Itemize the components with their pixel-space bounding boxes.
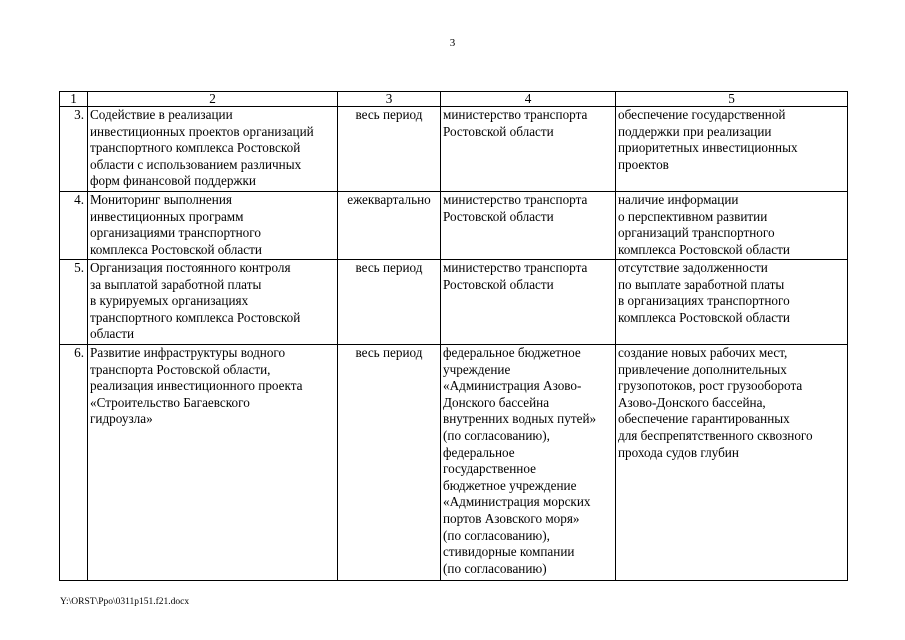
result-cell: наличие информации о перспективном развитии организаций транспортного комплекса Ростовской области [616, 192, 848, 260]
page-number: 3 [449, 37, 456, 49]
activity-cell: Развитие инфраструктуры водного транспорта Ростовской области, реализация инвестиционного проекта «Строительство Багаевского гидроузла» [88, 345, 338, 581]
period-cell: весь период [338, 345, 441, 581]
header-cell-2: 2 [88, 92, 338, 107]
executor-cell: федеральное бюджетное учреждение «Администрация Азово- Донского бассейна внутренних водных путей» (по согласованию), федеральное государственное бюджетное учреждение «Администрация морских портов Азовского моря» (по согласованию), стивидорные компании (по согласованию) [441, 345, 616, 581]
activity-cell: Мониторинг выполнения инвестиционных программ организациями транспортного комплекса Ростовской области [88, 192, 338, 260]
period-cell: ежеквартально [338, 192, 441, 260]
executor-cell: министерство транспорта Ростовской области [441, 192, 616, 260]
result-cell: обеспечение государственной поддержки при реализации приоритетных инвестиционных проектов [616, 107, 848, 192]
header-cell-5: 5 [616, 92, 848, 107]
header-cell-4: 4 [441, 92, 616, 107]
footer-file-path: Y:\ORST\Ppo\0311p151.f21.docx [60, 597, 190, 607]
activity-cell: Содействие в реализации инвестиционных проектов организаций транспортного комплекса Ростовской области с использованием различных форм финансовой поддержки [88, 107, 338, 192]
period-cell: весь период [338, 260, 441, 345]
executor-cell: министерство транспорта Ростовской области [441, 260, 616, 345]
result-cell: создание новых рабочих мест, привлечение дополнительных грузопотоков, рост грузооборота Азово-Донского бассейна, обеспечение гарантированных для беспрепятственного сквозного прохода судов глубин [616, 345, 848, 581]
table-row [60, 107, 848, 192]
row-number: 6. [60, 345, 88, 581]
period-cell: весь период [338, 107, 441, 192]
row-number: 4. [60, 192, 88, 260]
table-row [60, 260, 848, 345]
table-row [60, 192, 848, 260]
table-header-row [60, 92, 848, 107]
result-cell: отсутствие задолженности по выплате заработной платы в организациях транспортного комплекса Ростовской области [616, 260, 848, 345]
header-cell-1: 1 [60, 92, 88, 107]
row-number: 5. [60, 260, 88, 345]
header-cell-3: 3 [338, 92, 441, 107]
executor-cell: министерство транспорта Ростовской области [441, 107, 616, 192]
row-number: 3. [60, 107, 88, 192]
table-row [60, 345, 848, 581]
activity-cell: Организация постоянного контроля за выплатой заработной платы в курируемых организациях транспортного комплекса Ростовской области [88, 260, 338, 345]
activities-table [59, 91, 848, 581]
